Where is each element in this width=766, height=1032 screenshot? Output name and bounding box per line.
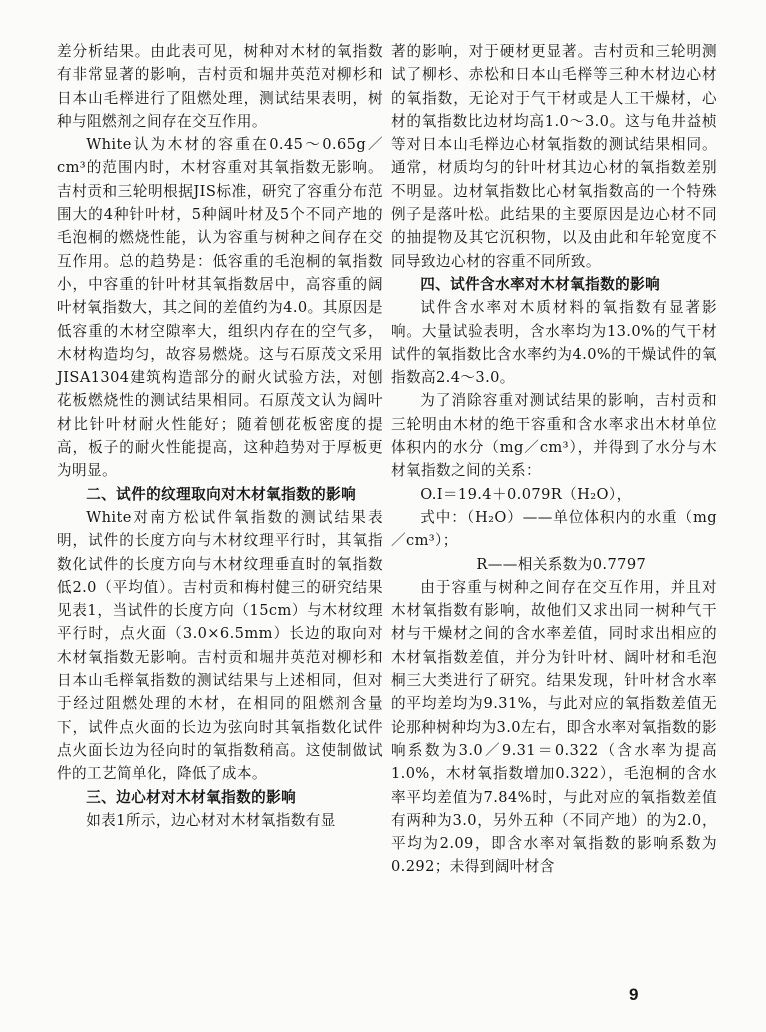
right-column bbox=[391, 40, 717, 879]
paragraph: 如表1所示，边心材对木材氧指数有显 bbox=[86, 811, 336, 829]
formula-note: 式中：（H₂O）——单位体积内的水重（mg／cm³）； bbox=[391, 508, 717, 550]
paragraph: White对南方松试件氧指数的测试结果表明，试件的长度方向与木材纹理平行时，其氧指数化试件的长度方向与木材纹理垂直时的氧指数低2.0（平均值）。吉村贡和梅村健三的研究结果见表1，当试件的长度方向（15cm）与木材纹理平行时，点火面（3.0×6.5mm）长边的取向对木材氧指数无影响。吉村贡和堀井英范对柳杉和日本山毛榉氧指数的测试结果与上述相同，但对于经过阻燃处理的木材，在相同的阻燃剂含量下，试件点火面的长边为弦向时其氧指数化试件点火面长边为径向时的氧指数稍高。这使制做试件的工艺简单化，降低了成本。 bbox=[57, 508, 383, 783]
paragraph: 差分析结果。由此表可见，树种对木材的氧指数有非常显著的影响，吉村贡和堀井英范对柳杉和日本山毛榉进行了阻燃处理，测试结果表明，树种与阻燃剂之间存在交互作用。 bbox=[57, 43, 383, 130]
paragraph: 试件含水率对木质材料的氧指数有显著影响。大量试验表明，含水率均为13.0%的气干材试件的氧指数比含水率约为4.0%的干燥试件的氧指数高2.4～3.0。 bbox=[391, 299, 717, 387]
paragraph: White认为木材的容重在0.45～0.65g／cm³的范围内时，木材容重对其氧指数无影响。吉村贡和三轮明根据JIS标准，研究了容重分布范围大的4种针叶材，5种阔叶材及5个不同产地的毛泡桐的燃烧性能，认为容重与树种之间存在交互作用。总的趋势是：低容重的毛泡桐的氧指数小，中容重的针叶材其氧指数居中，高容重的阔叶材氧指数大，其之间的差值约为4.0。其原因是低容重的木材空隙率大，组织内存在的空气多，木材构造均匀，故容易燃烧。这与石原茂文采用JISA1304建筑构造部分的耐火试验方法，对刨花板燃烧性的测试结果相同。石原茂文认为阔叶材比针叶材耐火性能好；随着刨花板密度的提高，板子的耐火性能提高，这种趋势对于厚板更为明显。 bbox=[57, 136, 383, 480]
paragraph: 著的影响，对于硬材更显著。吉村贡和三轮明测试了柳杉、赤松和日本山毛榉等三种木材边心材的氧指数，无论对于气干材或是人工干燥材，心材的氧指数比边材均高1.0～3.0。这与龟井益桢等对日本山毛榉边心材氧指数的测试结果相同。通常，材质均匀的针叶材其边心材的氧指数差别不明显。边材氧指数比心材氧指数高的一个特殊例子是落叶松。此结果的主要原因是边心材不同的抽提物及其它沉积物，以及由此和年轮宽度不同导致边心材的容重不同所致。 bbox=[391, 43, 717, 270]
section-heading: 二、试件的纹理取向对木材氧指数的影响 bbox=[86, 485, 357, 503]
formula-note: R——相关系数为0.7797 bbox=[476, 555, 647, 573]
page-number: 9 bbox=[629, 985, 639, 1004]
paragraph: 由于容重与树种之间存在交互作用，并且对木材氧指数有影响，故他们又求出同一树种气干材与干燥材之间的含水率差值，同时求出相应的木材氧指数差值，并分为针叶材、阔叶材和毛泡桐三大类进行了研究。结果发现，针叶材含水率的平均差均为9.31%，与此对应的氧指数差值无论那种树种均为3.0左右，即含水率对氧指数的影响系数为3.0／9.31＝0.322（含水率为提高1.0%，木材氧指数增加0.322），毛泡桐的含水率平均差值为7.84%时，与此对应的氧指数差值有两种为3.0，另外五种（不同产地）的为2.0，平均为2.09，即含水率对氧指数的影响系数为0.292；未得到阔叶材含 bbox=[391, 578, 717, 876]
section-heading: 四、试件含水率对木材氧指数的影响 bbox=[420, 275, 661, 293]
paragraph: 为了消除容重对测试结果的影响，吉村贡和三轮明由木材的绝干容重和含水率求出木材单位体积内的水分（mg／cm³），并得到了水分与木材氧指数之间的关系： bbox=[391, 392, 717, 480]
section-heading: 三、边心材对木材氧指数的影响 bbox=[86, 788, 297, 806]
left-column bbox=[57, 40, 383, 832]
formula: O.I＝19.4＋0.079R（H₂O）， bbox=[420, 485, 632, 503]
